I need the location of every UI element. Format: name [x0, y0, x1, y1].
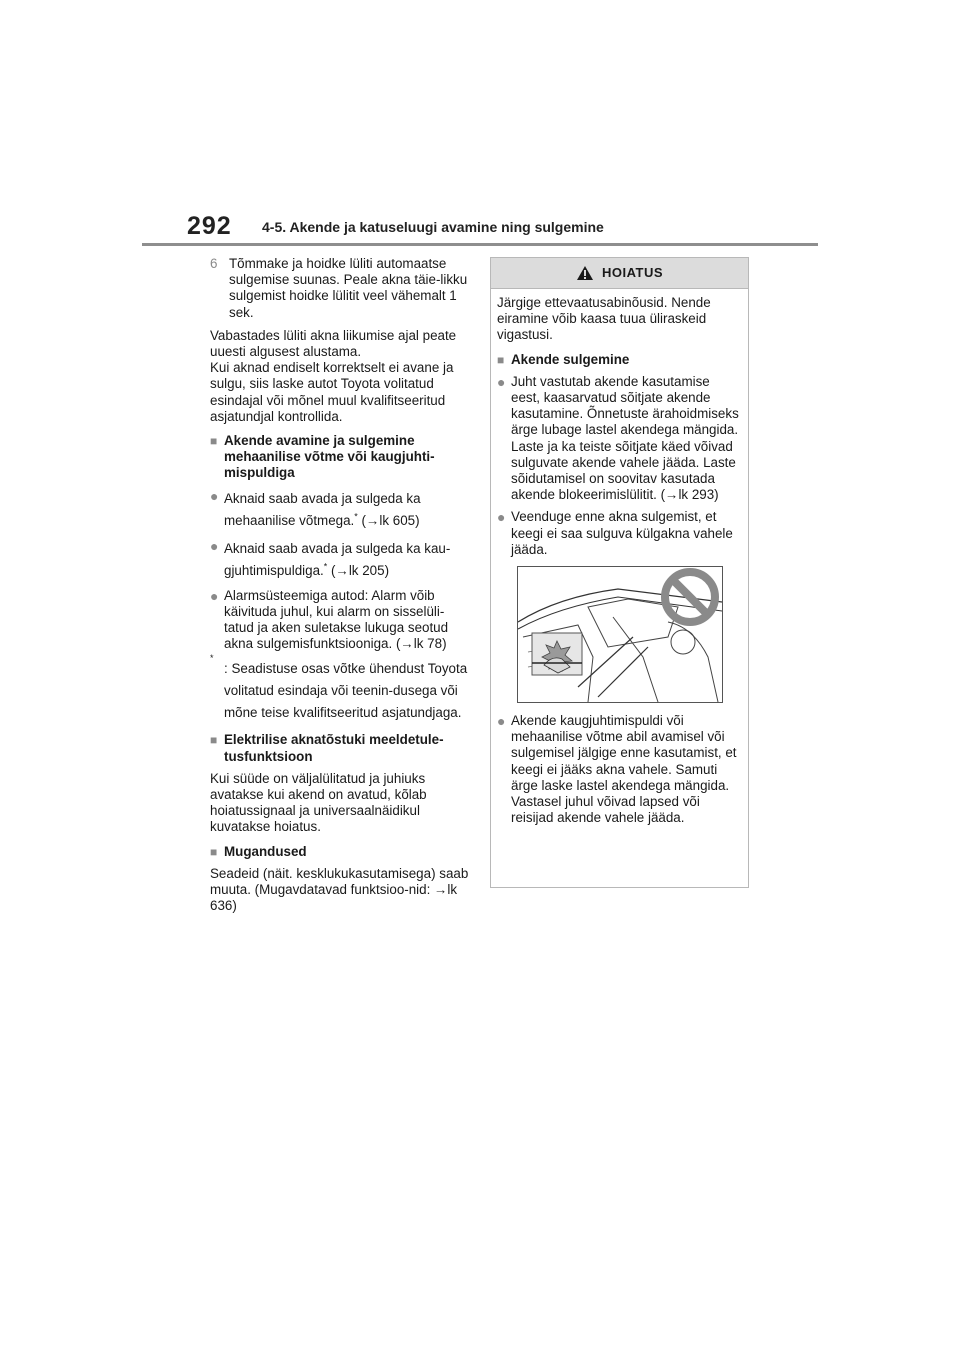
- step-number: 6: [210, 256, 218, 271]
- paragraph: Kui süüde on väljalülitatud ja juhiuks avatakse kui akend on avatud, kõlab hoiatussignaal ja universaalnäidikul kuvatakse hoiatus.: [210, 770, 427, 835]
- square-bullet-icon: ■: [497, 352, 505, 367]
- bullet-text: Veenduge enne akna sulgemist, et keegi ei saa sulguva külgakna vahele jääda.: [511, 509, 733, 557]
- sub-heading-text: Akende sulgemine: [511, 351, 630, 367]
- sub-heading: [210, 433, 472, 482]
- warning-triangle-icon: [576, 265, 594, 281]
- dot-bullet-icon: ●: [497, 509, 506, 526]
- bullet-text: Akende kaugjuhtimispuldi või mehaanilise võtme abil avamisel või sulgemisel jälgige enne kasutamist, et keegi ei jääks akna vahele. Samuti ärge laske lastel akendega mängida. Vastasel juhul võivad lapsed või reisijad akende vahele jääda.: [511, 713, 737, 826]
- sub-heading: [210, 844, 472, 860]
- footnote-mark: *: [210, 653, 214, 664]
- square-bullet-icon: ■: [210, 844, 218, 859]
- bullet-text: Aknaid saab avada ja sulgeda ka mehaanilise võtmega.: [224, 490, 421, 528]
- bullet-item: [497, 509, 742, 558]
- asterisk-mark: *: [323, 561, 328, 572]
- footnote-text: : Seadistuse osas võtke ühendust Toyota volitatud esindaja või teenin-dusega või mõne teise kvalifitseeritud asjatundjaga.: [224, 661, 468, 721]
- bullet-text: Aknaid saab avada ja sulgeda ka kau-gjuhtimispuldiga.: [224, 540, 451, 578]
- square-bullet-icon: ■: [210, 733, 218, 748]
- dot-bullet-icon: ●: [497, 373, 506, 390]
- bullet-item: [497, 374, 742, 504]
- page-number: 292: [187, 212, 232, 240]
- paragraph: Kui aknad endiselt korrektselt ei avane ja sulgu, siis laske autot Toyota volitatud esindajal või mõnel muul kvalifitseeritud asjatundjal kontrollida.: [210, 360, 454, 424]
- sub-heading-text: Mugandused: [224, 843, 307, 859]
- illustration-hand-in-window: [517, 566, 723, 703]
- footnote: [210, 653, 472, 724]
- sub-heading: [497, 352, 742, 368]
- asterisk-mark: *: [354, 511, 358, 522]
- sub-heading-text: Elektrilise aknatõstuki meeldetule-tusfunktsioon: [224, 732, 444, 764]
- dot-bullet-icon: ●: [210, 487, 219, 504]
- sub-heading-text: Akende avamine ja sulgemine mehaanilise võtme või kaugjuhti-mispuldiga: [224, 433, 435, 481]
- paragraph: Vabastades lüliti akna liikumise ajal peate uuesti algusest alustama.: [210, 327, 457, 360]
- bullet-item: [210, 488, 472, 532]
- paragraph: Seadeid (näit. kesklukukasutamisega) saab muuta. (Mugavdatavad funktsioo-nid: →lk 636): [210, 865, 469, 914]
- left-column: [210, 256, 472, 921]
- section-title: 4-5. Akende ja katuseluugi avamine ning sulgemine: [262, 219, 604, 235]
- page-reference: (→lk 605): [357, 512, 420, 528]
- bullet-item: [497, 713, 742, 826]
- step-6: [210, 256, 472, 321]
- warning-title: HOIATUS: [601, 264, 664, 280]
- header-rule: [142, 243, 818, 246]
- car-interior-illustration: [518, 567, 722, 702]
- square-bullet-icon: ■: [210, 434, 218, 449]
- bullet-text: Alarmsüsteemiga autod: Alarm võib käivituda juhul, kui alarm on sisselüli-tatud ja aken suletakse lukuga seotud akna sulgemisfunktsiooniga. (→lk 78): [224, 587, 449, 652]
- page-reference: (→lk 205): [327, 562, 390, 578]
- step-text: Tõmmake ja hoidke lüliti automaatse sulgemise suunas. Peale akna täie-likku sulgemist hoidke lülitit veel vähemalt 1 sek.: [229, 256, 468, 320]
- dot-bullet-icon: ●: [210, 537, 219, 554]
- warning-body: [491, 289, 748, 826]
- sub-heading: [210, 732, 472, 764]
- bullet-item: [210, 588, 472, 653]
- dot-bullet-icon: ●: [210, 587, 219, 604]
- warning-header: [491, 258, 748, 289]
- bullet-item: [210, 538, 472, 582]
- warning-box: [490, 257, 749, 888]
- bullet-text: Juht vastutab akende kasutamise eest, kaasarvatud sõitjate akende kasutamine. Õnnetuste ärahoidmiseks ärge lubage lastel akendega mängida. Laste ja ka teiste sõitjate käed võivad sulguvate akende vahele jääda. Laste sõidutamisel on soovitav kasutada akende blokeerimislülitit. (→lk 293): [511, 373, 739, 503]
- warning-intro: Järgige ettevaatusabinõusid. Nende eiramine võib kaasa tuua üliraskeid vigastusi.: [497, 295, 711, 343]
- dot-bullet-icon: ●: [497, 713, 506, 730]
